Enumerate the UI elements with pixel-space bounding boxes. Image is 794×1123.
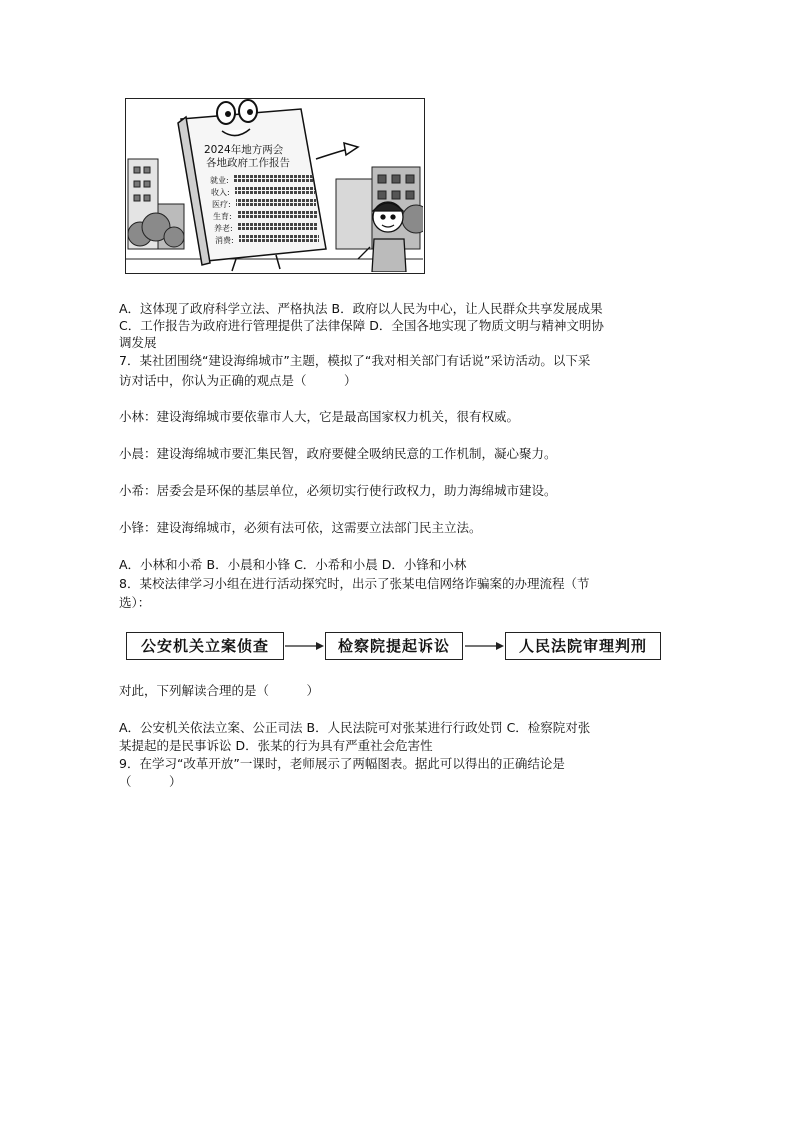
q7-statement: 小林：建设海绵城市要依靠市人大，它是最高国家权力机关，很有权威。 — [119, 409, 520, 424]
q8-question: 对此，下列解读合理的是（ ） — [119, 683, 320, 698]
q7-statement: 小希：居委会是环保的基层单位，必须切实行使行政权力，助力海绵城市建设。 — [119, 483, 557, 498]
q6-options-line2: C．工作报告为政府进行管理提供了法律保障 D．全国各地实现了物质文明与精神文明协 — [119, 318, 604, 333]
q6-options-line3: 调发展 — [119, 335, 157, 350]
row-label: 消费: — [215, 236, 234, 245]
q7-stem-line2: 访对话中，你认为正确的观点是（ ） — [119, 373, 357, 388]
q8-options-line2: 某提起的是民事诉讼 D．张某的行为具有严重社会危害性 — [119, 738, 433, 753]
row-label: 养老: — [214, 224, 233, 233]
q8-stem-line2: 选）： — [119, 595, 151, 610]
flow-arrow-icon — [285, 640, 325, 652]
row-label: 生育: — [213, 212, 232, 221]
flow-step-police: 公安机关立案侦查 — [126, 632, 284, 660]
q7-statement: 小锋：建设海绵城市，必须有法可依，这需要立法部门民主立法。 — [119, 520, 482, 535]
q7-options: A．小林和小希 B．小晨和小锋 C．小希和小晨 D．小锋和小林 — [119, 557, 467, 572]
row-label: 医疗: — [212, 200, 231, 209]
row-label: 就业: — [210, 176, 229, 185]
q9-stem-line1: 9．在学习“改革开放”一课时，老师展示了两幅图表。据此可以得出的正确结论是 — [119, 756, 565, 771]
q8-options-line1: A．公安机关依法立案、公正司法 B．人民法院可对张某进行行政处罚 C．检察院对张 — [119, 720, 591, 735]
q9-stem-line2: （ ） — [119, 774, 182, 789]
doc-title-line2: 各地政府工作报告 — [206, 157, 290, 169]
flow-step-court: 人民法院审理判刑 — [505, 632, 661, 660]
q7-statement: 小晨：建设海绵城市要汇集民智，政府要健全吸纳民意的工作机制，凝心聚力。 — [119, 446, 557, 461]
flow-arrow-icon — [465, 640, 505, 652]
flow-step-procuratorate: 检察院提起诉讼 — [325, 632, 463, 660]
doc-title-line1: 2024年地方两会 — [204, 144, 284, 156]
cartoon-illustration — [125, 98, 425, 274]
q7-stem-line1: 7．某社团围绕“建设海绵城市”主题，模拟了“我对相关部门有话说”采访活动。以下采 — [119, 353, 591, 368]
q8-stem-line1: 8．某校法律学习小组在进行活动探究时，出示了张某电信网络诈骗案的办理流程（节 — [119, 576, 590, 591]
row-label: 收入: — [211, 188, 230, 197]
q6-options-line1: A．这体现了政府科学立法、严格执法 B．政府以人民为中心，让人民群众共享发展成果 — [119, 301, 603, 316]
